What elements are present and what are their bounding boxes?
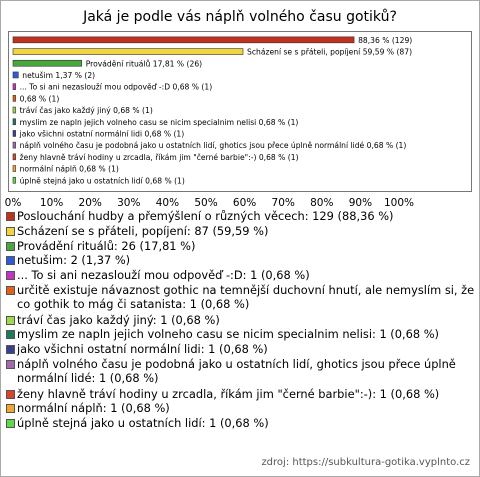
plot-area	[8, 31, 472, 192]
legend-swatch	[6, 212, 15, 221]
bar-label-10: ženy hlavně tráví hodiny u zrcadla, říkám jim "černé barbie":-) 0,68 % (1)	[19, 152, 299, 162]
bar-7	[13, 119, 16, 125]
legend-swatch	[6, 360, 15, 369]
x-tick-label: 30%	[117, 197, 141, 209]
bar-label-6: tráví čas jako každý jiný 0,68 % (1)	[19, 106, 153, 116]
x-tick-label: 70%	[271, 197, 295, 209]
legend-swatch	[6, 345, 15, 354]
legend-swatch	[6, 390, 15, 399]
legend-swatch	[6, 256, 15, 265]
bar-2	[13, 60, 82, 66]
legend-label: Provádění rituálů: 26 (17,81 %)	[17, 238, 196, 253]
legend-swatch	[6, 271, 15, 280]
bars-svg	[9, 32, 471, 191]
bar-8	[13, 130, 16, 136]
x-tick-label: 10%	[39, 197, 64, 209]
x-axis	[0, 193, 480, 209]
legend-label: Scházení se s přáteli, popíjení: 87 (59,59 %)	[17, 223, 269, 238]
bar-label-5: 0,68 % (1)	[19, 94, 60, 104]
legend-label: úplně stejná jako u ostatních lidí: 1 (0,68 %)	[17, 416, 269, 431]
x-tick-label: 20%	[78, 197, 102, 209]
x-tick-label: 60%	[232, 197, 257, 209]
legend-label: Poslouchání hudby a přemýšlení o různých věcech: 129 (88,36 %)	[17, 209, 394, 223]
x-tick-label: 100%	[383, 197, 415, 209]
bar-label-3: netušim 1,37 % (2)	[22, 70, 96, 80]
bar-label-4: ... To si ani nezaslouží mou odpověď -:D 0,68 % (1)	[19, 82, 213, 92]
legend-label: netušim: 2 (1,37 %)	[17, 253, 131, 268]
legend-swatch	[6, 330, 15, 339]
bar-4	[13, 84, 16, 90]
x-tick-label: 80%	[310, 197, 334, 209]
legend-swatch	[6, 404, 15, 413]
bar-3	[13, 72, 18, 78]
bar-9	[13, 142, 16, 148]
legend-label: normální náplň: 1 (0,68 %)	[17, 401, 170, 416]
x-tick-label: 0%	[4, 197, 22, 209]
chart-title: Jaká je podle vás náplň volného času gotiků?	[83, 9, 397, 25]
bar-label-11: normální náplň 0,68 % (1)	[19, 164, 119, 174]
legend-swatch	[6, 227, 15, 236]
bar-label-0: 88,36 % (129)	[358, 35, 413, 45]
x-tick-label: 90%	[348, 197, 373, 209]
bar-11	[13, 166, 16, 172]
bar-label-9: náplň volného času je podobná jako u ostatních lidí, ghotics jsou přece úplně normální lidé 0,68 % (1)	[19, 141, 407, 151]
bar-5	[13, 95, 16, 101]
legend-label: jako všichni ostatní normální lidi: 1 (0,68 %)	[17, 342, 268, 357]
bar-label-2: Provádění rituálů 17,81 % (26)	[85, 59, 203, 69]
bar-6	[13, 107, 16, 113]
legend-swatch	[6, 286, 15, 295]
legend-swatch	[6, 419, 15, 428]
legend-label: ... To si ani nezaslouží mou odpověď -:D: 1 (0,68 %)	[17, 268, 310, 283]
legend-label: tráví čas jako každý jiný: 1 (0,68 %)	[17, 312, 220, 327]
x-tick-label: 40%	[155, 197, 180, 209]
bar-10	[13, 154, 16, 160]
bar-label-12: úplně stejná jako u ostatních lidí 0,68 % (1)	[19, 176, 185, 186]
bar-label-1: Scházení se s přáteli, popíjení 59,59 % (87)	[247, 47, 413, 57]
x-tick-label: 50%	[194, 197, 218, 209]
legend-label: myslim ze napln jejich volneho casu se nicim specialnim nelisi: 1 (0,68 %)	[17, 327, 440, 342]
bar-label-7: myslim ze napln jejich volneho casu se nicim specialnim nelisi 0,68 % (1)	[19, 117, 299, 127]
legend-label: určitě existuje návaznost gothic na temnější duchovní hnutí, ale nemyslím si, že co gothik to mág či satanista: 1 (0,68 %)	[17, 283, 475, 311]
bar-1	[13, 49, 243, 55]
legend-swatch	[6, 242, 15, 251]
bar-0	[13, 37, 354, 43]
bar-12	[13, 177, 16, 183]
bar-label-8: jako všichni ostatní normální lidi 0,68 % (1)	[19, 129, 185, 139]
legend-swatch	[6, 316, 15, 325]
legend-label: náplň volného času je podobná jako u ostatních lidí, ghotics jsou přece úplně normální lidé: 1 (0,68 %)	[17, 357, 456, 385]
source-note: zdroj: https://subkultura-gotika.vyplnto.cz	[261, 457, 470, 468]
legend-label: ženy hlavně tráví hodiny u zrcadla, říkám jim "černé barbie":-): 1 (0,68 %)	[17, 386, 440, 401]
